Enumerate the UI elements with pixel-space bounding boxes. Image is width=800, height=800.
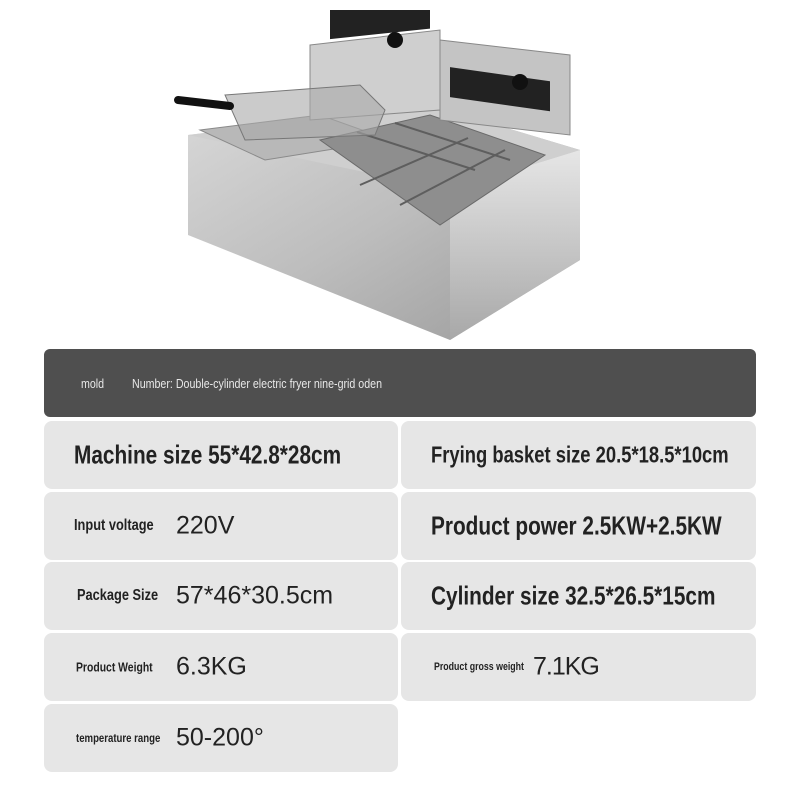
spec-basket-size <box>401 421 756 489</box>
spec-product-power <box>401 492 756 560</box>
model-header <box>44 349 756 417</box>
spec-label: Product gross weight <box>434 661 524 673</box>
spec-label: Package Size <box>77 587 159 604</box>
model-number: Number: Double-cylinder electric fryer nine-grid oden <box>132 376 383 391</box>
frying-basket <box>225 85 385 140</box>
spec-value: 6.3KG <box>176 652 247 681</box>
spec-text: Frying basket size 20.5*18.5*10cm <box>431 441 729 468</box>
spec-value: 220V <box>176 511 235 540</box>
spec-label: temperature range <box>76 731 161 745</box>
spec-text: Product power 2.5KW+2.5KW <box>431 510 722 541</box>
spec-text: Machine size 55*42.8*28cm <box>74 439 342 470</box>
thermostat-knob-left <box>387 32 403 48</box>
spec-package-size <box>44 562 398 630</box>
spec-label: Input voltage <box>74 517 154 534</box>
spec-product-weight <box>44 633 398 701</box>
spec-value: 57*46*30.5cm <box>176 581 334 610</box>
spec-input-voltage <box>44 492 398 560</box>
product-photo-fryer <box>150 10 590 345</box>
spec-text: Cylinder size 32.5*26.5*15cm <box>431 580 716 611</box>
basket-handle <box>178 100 230 106</box>
model-label: mold <box>81 376 105 391</box>
thermostat-knob-right <box>512 74 528 90</box>
spec-cylinder-size <box>401 562 756 630</box>
spec-label: Product Weight <box>76 659 153 675</box>
spec-value: 7.1KG <box>533 652 599 681</box>
spec-machine-size <box>44 421 398 489</box>
spec-gross-weight <box>401 633 756 701</box>
spec-value: 50-200° <box>176 723 264 752</box>
spec-temperature-range <box>44 704 398 772</box>
